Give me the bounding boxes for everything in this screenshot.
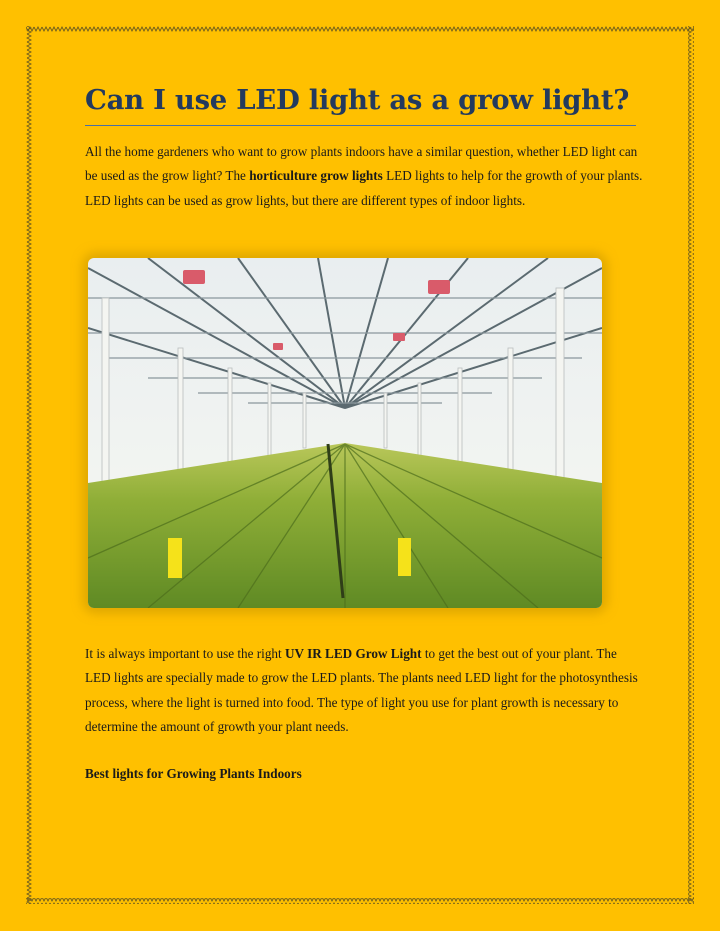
uv-ir-text-1: It is always important to use the right (85, 646, 285, 661)
greenhouse-photo-icon (88, 258, 602, 608)
intro-text-2: LED lights to help for the growth of your plants. LED lights can be used as grow lights, but there are different types of indoor lights. (85, 168, 643, 208)
greenhouse-photo (88, 258, 602, 608)
uv-ir-paragraph (85, 642, 645, 739)
intro-text-1: All the home gardeners who want to grow plants indoors have a similar question, whether LED light can be used as the grow light? The (85, 144, 638, 184)
uv-ir-text-2: to get the best out of your plant. The LED lights are specially made to grow the LED plants. The plants need LED light for the photosynthesis process, where the light is turned into food. The type of light you use for plant growth is necessary to determine the amount of growth your plant needs. (85, 646, 638, 734)
uv-ir-led-grow-light-link[interactable]: UV IR LED Grow Light (284, 646, 422, 661)
title-underline (85, 125, 636, 126)
section-subheading: Best lights for Growing Plants Indoors (85, 766, 302, 781)
page-title: Can I use LED light as a grow light? (85, 84, 630, 116)
horticulture-grow-lights-link[interactable]: horticulture grow lights (249, 168, 383, 184)
intro-paragraph (85, 140, 645, 213)
